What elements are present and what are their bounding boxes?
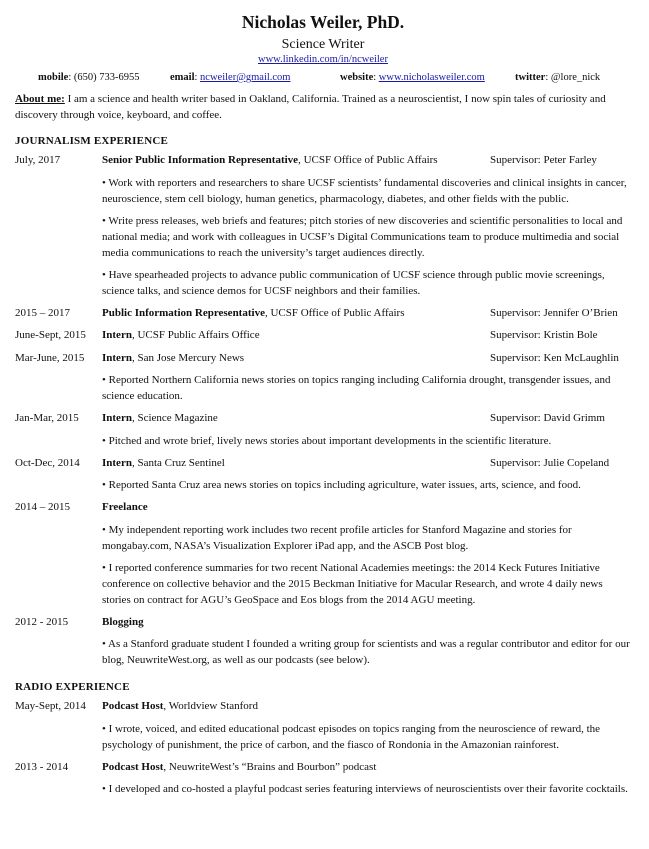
email-label: email (170, 72, 195, 83)
entry-position (102, 351, 244, 367)
linkedin-link[interactable]: www.linkedin.com/in/ncweiler (258, 54, 388, 65)
entry-date: 2012 - 2015 (15, 615, 69, 628)
website-link[interactable]: www.nicholasweiler.com (378, 72, 485, 83)
mobile-value: : (650) 733-6955 (68, 72, 140, 83)
contact-mobile (38, 70, 140, 86)
entry-org: , UCSF Office of Public Affairs (298, 154, 438, 166)
entry-date: July, 2017 (15, 154, 61, 166)
entry-position (102, 153, 438, 169)
twitter-value: : @lore_nick (545, 72, 601, 83)
entry-position (102, 328, 260, 344)
entry-bullet: • Pitched and wrote brief, lively news stories about important developments in the scientific literature. (102, 434, 552, 447)
entry-position (102, 699, 258, 715)
journalism-entry (15, 456, 631, 494)
journalism-entry (15, 500, 631, 608)
entry-header (15, 153, 631, 169)
journalism-entry (15, 153, 631, 299)
entry-header (15, 760, 631, 776)
entry-header (15, 351, 631, 367)
entry-bullet: • I developed and co-hosted a playful podcast series featuring interviews of neuroscientists over their favorite cocktails. (102, 783, 628, 795)
entry-position (102, 500, 148, 516)
entry-date: Mar-June, 2015 (15, 351, 85, 364)
entry-position (102, 615, 144, 631)
entry-supervisor: Supervisor: David Grimm (490, 412, 605, 424)
entry-supervisor: Supervisor: Peter Farley (490, 154, 597, 166)
resume-name: Nicholas Weiler, PhD. (241, 12, 405, 32)
entry-role: Blogging (102, 615, 144, 628)
contact-line (15, 70, 631, 85)
entry-role: Senior Public Information Representative (102, 154, 299, 166)
entry-bullet: • I reported conference summaries for two recent National Academies meetings: the 2014 Keck Futures Initiative conference on collective behavior and the 2015 Beckman Initiative for Macular Research, and wrote 4 daily news stories on contract for AGU’s GeoSpace and Eos blogs from the 2014 AGU meeting. (102, 561, 603, 606)
entry-bullet: • My independent reporting work includes two recent profile articles for Stanford Magazine and stories for mongabay.com, NASA’s Visualization Explorer iPad app, and the ASCB Post blog. (102, 523, 572, 552)
entry-header (15, 456, 631, 472)
entry-date: Jan-Mar, 2015 (15, 412, 79, 424)
mobile-label: mobile (38, 72, 69, 83)
entry-header (15, 699, 631, 715)
entry-role: Intern (102, 456, 132, 469)
entry-date: Oct-Dec, 2014 (15, 456, 80, 469)
entry-role: Intern (102, 329, 132, 341)
journalism-entry (15, 306, 631, 322)
journalism-list (15, 153, 631, 668)
entry-role: Podcast Host (102, 760, 164, 773)
radio-heading: RADIO EXPERIENCE (15, 681, 130, 693)
entry-position (102, 760, 376, 776)
email-sep: : (194, 72, 201, 83)
entry-org: , Worldview Stanford (163, 700, 258, 712)
entry-header (15, 615, 631, 631)
entry-header (15, 328, 631, 344)
entry-bullet: • Reported Northern California news stories on topics ranging including California drought, transgender issues, and science education. (102, 374, 611, 402)
entry-header (15, 411, 631, 427)
about-label: About me: (15, 93, 65, 105)
entry-org: , Science Magazine (131, 412, 218, 424)
entry-header (15, 306, 631, 322)
entry-role: Public Information Representative (102, 306, 265, 319)
journalism-entry (15, 615, 631, 669)
entry-bullet: • I wrote, voiced, and edited educational podcast episodes on topics ranging from the neuroscience of reward, the psychology of punishment, the price of carbon, and the fiasco of Rondonia in the Amazonian rainforest. (102, 722, 601, 751)
entry-org: , NeuwriteWest’s “Brains and Bourbon” podcast (163, 760, 377, 773)
entry-bullet: • Write press releases, web briefs and features; pitch stories of new discoveries and scientific personalities to local and national media; and work with colleagues in UCSF’s Digital Communications team to produce multimedia and social media communications to reach the university’s target audiences directly. (102, 214, 623, 259)
radio-entry (15, 760, 631, 798)
contact-email (170, 70, 290, 86)
about-text: I am a science and health writer based in Oakland, California. Trained as a neuroscientist, I now spin tales of curiosity and discovery through voice, keyboard, and coffee. (15, 93, 606, 121)
entry-bullet: • Work with reporters and researchers to share UCSF scientists’ fundamental discoveries and clinical insights in cancer, neuroscience, stem cell biology, human genetics, pharmacology, diabetes, and other fields with the public. (102, 176, 627, 205)
entry-bullet: • Reported Santa Cruz area news stories on topics including agriculture, water issues, arts, science, and food. (102, 479, 581, 491)
entry-org: , UCSF Public Affairs Office (131, 329, 260, 341)
entry-org: , UCSF Office of Public Affairs (264, 306, 405, 319)
radio-list (15, 699, 631, 797)
entry-bullet: • As a Stanford graduate student I founded a writing group for scientists and was a regular contributor and editor for our blog, NeuwriteWest.org, as well as our podcasts (see below). (102, 638, 630, 666)
entry-date: 2014 – 2015 (15, 501, 70, 513)
entry-role: Freelance (102, 501, 148, 513)
entry-role: Podcast Host (102, 700, 164, 712)
website-sep: : (373, 72, 379, 83)
journalism-entry (15, 328, 631, 344)
entry-header (15, 500, 631, 516)
contact-twitter (515, 70, 600, 86)
entry-supervisor: Supervisor: Kristin Bole (490, 329, 598, 341)
contact-website (340, 70, 485, 86)
entry-position (102, 411, 218, 427)
entry-supervisor: Supervisor: Julie Copeland (490, 456, 610, 469)
entry-org: , Santa Cruz Sentinel (131, 456, 225, 469)
entry-bullet: • Have spearheaded projects to advance public communication of UCSF science through public movie screenings, science talks, and science demos for UCSF neighbors and their families. (102, 268, 605, 297)
entry-date: May-Sept, 2014 (15, 700, 86, 712)
entry-role: Intern (102, 351, 132, 364)
entry-position (102, 456, 225, 472)
entry-role: Intern (102, 412, 132, 424)
journalism-entry (15, 411, 631, 449)
entry-date: June-Sept, 2015 (15, 329, 86, 341)
about-me (15, 91, 631, 123)
entry-supervisor: Supervisor: Ken McLaughlin (490, 351, 619, 364)
entry-date: 2013 - 2014 (15, 760, 69, 773)
journalism-heading: JOURNALISM EXPERIENCE (15, 135, 169, 147)
resume-title: Science Writer (281, 37, 365, 52)
entry-date: 2015 – 2017 (15, 306, 70, 319)
twitter-label: twitter (515, 72, 546, 83)
entry-position (102, 306, 404, 322)
journalism-entry (15, 351, 631, 405)
email-link[interactable]: ncweiler@gmail.com (200, 72, 291, 83)
entry-org: , San Jose Mercury News (131, 351, 245, 364)
radio-entry (15, 699, 631, 753)
website-label: website (340, 72, 374, 83)
entry-supervisor: Supervisor: Jennifer O’Brien (490, 306, 618, 319)
